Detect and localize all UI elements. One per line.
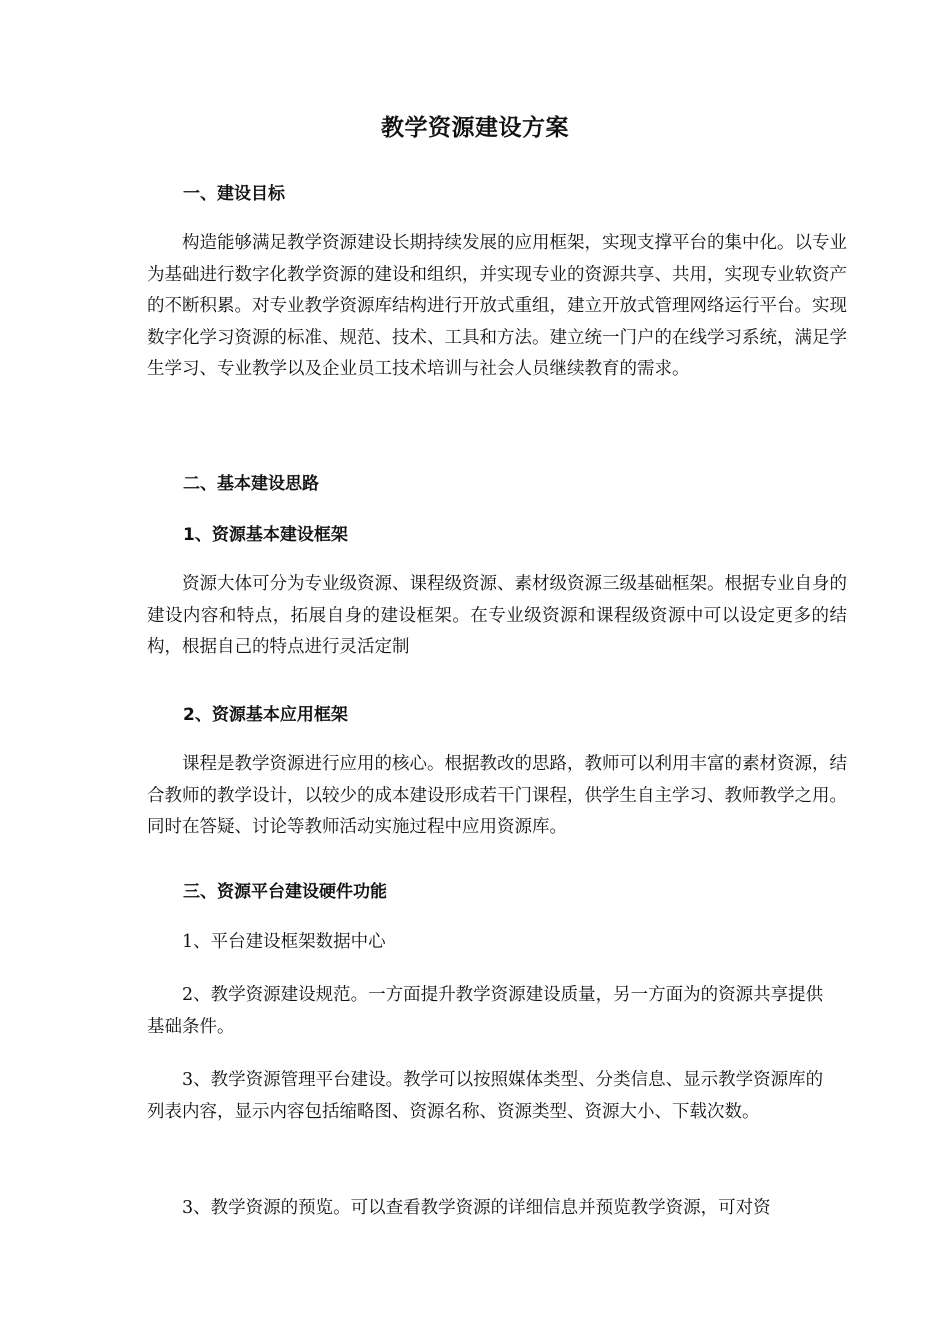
list-item: 2、教学资源建设规范。一方面提升教学资源建设质量，另一方面为的资源共享提供基础条件。 <box>147 985 824 1037</box>
section-heading-goals: 一、建设目标 <box>183 184 285 204</box>
subsection-paragraph-framework: 资源大体可分为专业级资源、课程级资源、素材级资源三级基础框架。根据专业自身的建设内容和特点，拓展自身的建设框架。在专业级资源和课程级资源中可以设定更多的结构，根据自己的特点进行灵活定制 <box>147 574 847 657</box>
subsection-paragraph-application: 课程是教学资源进行应用的核心。根据教改的思路，教师可以利用丰富的素材资源，结合教师的教学设计，以较少的成本建设形成若干门课程，供学生自主学习、教师教学之用。同时在答疑、讨论等教师活动实施过程中应用资源库。 <box>147 754 847 837</box>
list-item: 3、教学资源的预览。可以查看教学资源的详细信息并预览教学资源，可对资 <box>182 1198 771 1218</box>
subsection-heading-framework: 1、资源基本建设框架 <box>183 525 348 545</box>
section-paragraph-goals: 构造能够满足教学资源建设长期持续发展的应用框架，实现支撑平台的集中化。以专业为基础进行数字化教学资源的建设和组织，并实现专业的资源共享、共用，实现专业软资产的不断积累。对专业教学资源库结构进行开放式重组，建立开放式管理网络运行平台。实现数字化学习资源的标准、规范、技术、工具和方法。建立统一门户的在线学习系统，满足学生学习、专业教学以及企业员工技术培训与社会人员继续教育的需求。 <box>147 233 847 379</box>
subsection-heading-application: 2、资源基本应用框架 <box>183 705 348 725</box>
list-item: 3、教学资源管理平台建设。教学可以按照媒体类型、分类信息、显示教学资源库的列表内容，显示内容包括缩略图、资源名称、资源类型、资源大小、下载次数。 <box>147 1070 824 1122</box>
section-heading-approach: 二、基本建设思路 <box>183 474 319 494</box>
list-item: 1、平台建设框架数据中心 <box>182 932 386 952</box>
section-heading-platform: 三、资源平台建设硬件功能 <box>183 882 387 902</box>
document-title: 教学资源建设方案 <box>381 115 569 141</box>
